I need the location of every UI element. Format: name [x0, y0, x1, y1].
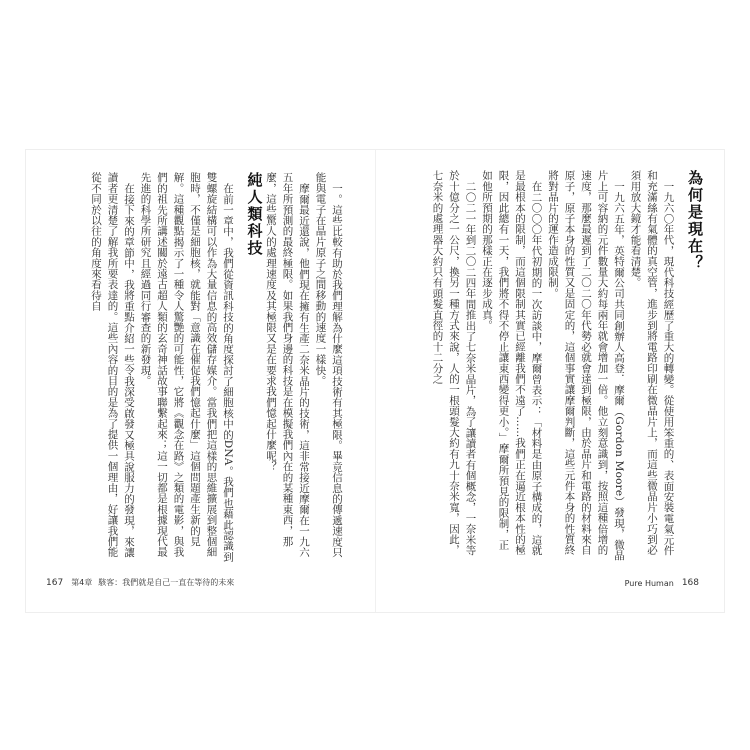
right-paragraph-4: 二〇二一年到二〇二四年間推出了七奈米晶片，為了讓讀者有個概念，一奈米等於十億分之一公尺，換另一種方式來說，人的一根頭髮大約有九十奈米寬，因此，七奈米的處理器大約只有頭髮直徑的十二分之 [431, 170, 477, 556]
right-page [376, 150, 725, 612]
left-page-body [45, 172, 345, 562]
left-footer [46, 577, 234, 588]
chapter-label: 第4章 [71, 578, 93, 587]
right-paragraph-1: 一九六〇年代，現代科技經歷了重大的轉變。從使用笨重的、表面安裝電氣元件和充滿絲有氣體的真空管，進步到將電路印刷在微晶片上，而這些微晶片小巧到必須用放大鏡才能看清楚。 [629, 170, 675, 556]
right-page-body [403, 170, 703, 560]
left-paragraph-1: 一。這些比較有助於我們理解為什麼這項技術有其極限。畢竟信息的傳遞速度只能與電子在晶片原子之間移動的速度一樣快。 [314, 172, 343, 557]
left-page [26, 150, 375, 612]
page-number-right: 168 [681, 578, 699, 588]
section-heading: 為何是現在？ [686, 170, 704, 272]
chapter-title: 駭客：我們就是自己一直在等待的未來 [98, 578, 235, 587]
book-spread [26, 150, 724, 612]
running-title: Pure Human [624, 578, 674, 588]
page-number-left: 167 [46, 577, 64, 588]
left-paragraph-2: 摩爾最近還說，他們現在擁有生產二奈米晶片的技術，這非常接近摩爾在一九六五年所預測的最終極限。如果我們身邊的科技是在模擬我們內在的某種東西，那麼，這些驚人的處理速度及其極限又是在要求我們憶起什麼呢？ [265, 172, 310, 557]
left-paragraph-3: 在前一章中，我們從資訊科技的角度探討了細胞核中的DNA。我們也藉此認識到雙螺旋結構可以作為大量信息的高效儲存媒介。當我們把這樣的思維擴展到整個細胞時，不僅是細胞核，就能對「意識在催促我們憶起什麼」這個問題產生新的見解。這種觀點揭示了一種令人驚艷的可能性，它將《觀念在路》之類的電影，與我們的祖先所講述關於遠古超人類的玄奇神話故事聯繫起來；這一切都是根據現代最先進的科學所研究且經過同行審查的新發現。 [139, 172, 234, 562]
section-heading: 純人類科技 [245, 172, 264, 257]
right-paragraph-3: 在二〇〇〇年代初期的一次訪談中，摩爾曾表示：「材料是由原子構成的，這就是最根本的限制，而這個限制其實已經離我們不遠了……我們正在逼近根本性的極限，因此總有一天，我們將不得不停止讓東西變得更小。」摩爾所預見的限制，正如他所預期的那樣正在逐步成真。 [481, 170, 543, 556]
right-paragraph-2: 一九六五年，英特爾公司共同創辦人高登．摩爾（Gordon Moore）發現，微晶片上可容納的元件數量大約每兩年就會增加一倍。他立刻意識到，按照這種倍增的速度，那麼最遲到了二〇二〇年代勢必就會達到極限，由於晶片和電路的材料來自原子，原子本身的性質又是固定的，這個事實讓摩爾判斷，這些元件本身的性質終將對晶片的運作造成限制。 [547, 170, 625, 560]
right-footer [625, 578, 699, 588]
left-paragraph-4: 在接下來的章節中，我將重點介紹一些令我深受啟發又極具說服力的發現，來讓讀者更清楚了解我所要表達的。這些內容的目的是為了提供一個理由，好讓我們能從不同於以往的角度來看待自 [90, 172, 135, 558]
